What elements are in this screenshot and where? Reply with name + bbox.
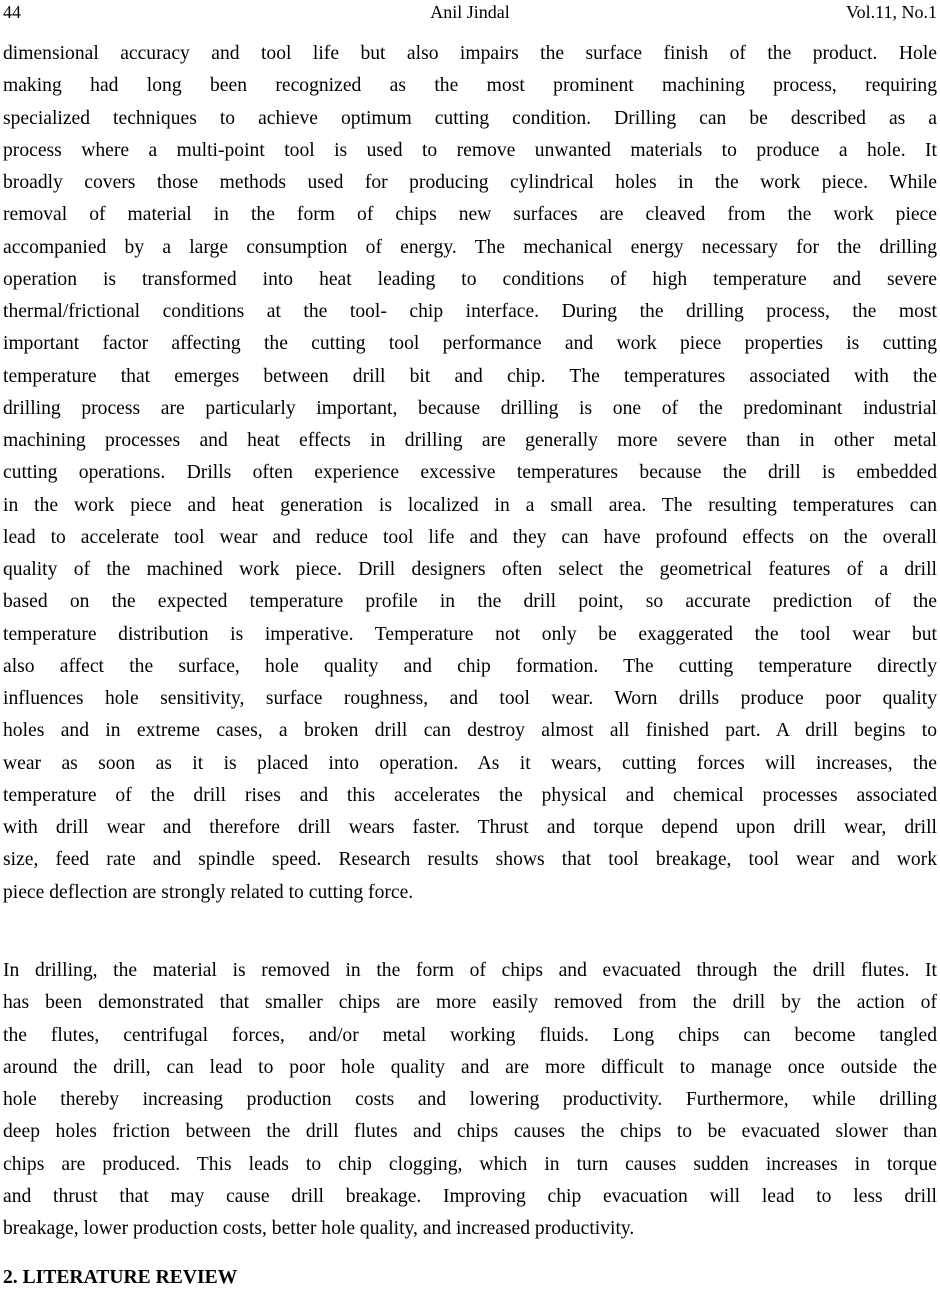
text-line: drilling process are particularly important, because drilling is one of the predominant industrial [3, 397, 937, 419]
header-volume: Vol.11, No.1 [845, 2, 937, 22]
text-line: deep holes friction between the drill flutes and chips causes the chips to be evacuated slower than [3, 1121, 937, 1143]
text-line: lead to accelerate tool wear and reduce tool life and they can have profound effects on the overall [3, 526, 937, 548]
paragraph-1 [3, 38, 937, 909]
text-line: chips are produced. This leads to chip clogging, which in turn causes sudden increases in torque [3, 1153, 937, 1175]
paragraph-2 [3, 955, 937, 1245]
text-line: temperature distribution is imperative. Temperature not only be exaggerated the tool wear but [3, 623, 937, 645]
text-line: based on the expected temperature profile in the drill point, so accurate prediction of the [3, 591, 937, 613]
text-line: holes and in extreme cases, a broken drill can destroy almost all finished part. A drill begins to [3, 720, 937, 742]
text-line: wear as soon as it is placed into operation. As it wears, cutting forces will increases, the [3, 752, 937, 774]
text-line: cutting operations. Drills often experience excessive temperatures because the drill is embedded [3, 462, 937, 484]
text-line: process where a multi-point tool is used to remove unwanted materials to produce a hole. It [3, 139, 937, 161]
text-line: removal of material in the form of chips new surfaces are cleaved from the work piece [3, 204, 937, 226]
text-line: temperature that emerges between drill bit and chip. The temperatures associated with the [3, 365, 937, 387]
text-line: with drill wear and therefore drill wears faster. Thrust and torque depend upon drill wear, drill [3, 817, 937, 838]
text-line: dimensional accuracy and tool life but also impairs the surface finish of the product. Hole [3, 43, 937, 64]
text-line: important factor affecting the cutting tool performance and work piece properties is cutting [3, 333, 937, 355]
text-line: thermal/frictional conditions at the tool- chip interface. During the drilling process, the most [3, 301, 937, 322]
text-line: quality of the machined work piece. Drill designers often select the geometrical features of a drill [3, 559, 937, 580]
text-line: piece deflection are strongly related to cutting force. [3, 881, 414, 903]
text-line: the flutes, centrifugal forces, and/or metal working fluids. Long chips can become tangled [3, 1024, 937, 1046]
text-line: size, feed rate and spindle speed. Research results shows that tool breakage, tool wear and work [3, 849, 937, 871]
text-line: also affect the surface, hole quality and chip formation. The cutting temperature directly [3, 655, 937, 677]
text-line: influences hole sensitivity, surface roughness, and tool wear. Worn drills produce poor quality [3, 688, 937, 709]
running-header [3, 0, 937, 24]
text-line: operation is transformed into heat leading to conditions of high temperature and severe [3, 268, 937, 290]
text-line: machining processes and heat effects in drilling are generally more severe than in other metal [3, 430, 937, 451]
text-line: In drilling, the material is removed in the form of chips and evacuated through the drill flutes. It [3, 960, 937, 981]
text-line: accompanied by a large consumption of energy. The mechanical energy necessary for the drilling [3, 236, 937, 258]
text-line: specialized techniques to achieve optimum cutting condition. Drilling can be described as a [3, 107, 937, 129]
section-heading: 2. LITERATURE REVIEW [3, 1267, 238, 1288]
text-line: in the work piece and heat generation is localized in a small area. The resulting temperatures can [3, 494, 937, 516]
text-line: hole thereby increasing production costs and lowering productivity. Furthermore, while drilling [3, 1089, 937, 1110]
text-line: temperature of the drill rises and this accelerates the physical and chemical processes associated [3, 784, 937, 806]
page-number: 44 [3, 2, 21, 22]
text-line: and thrust that may cause drill breakage. Improving chip evacuation will lead to less drill [3, 1185, 937, 1207]
text-line: broadly covers those methods used for producing cylindrical holes in the work piece. While [3, 172, 937, 193]
header-author: Anil Jindal [430, 2, 510, 22]
text-line: making had long been recognized as the most prominent machining process, requiring [3, 75, 937, 97]
text-line: around the drill, can lead to poor hole quality and are more difficult to manage once outside the [3, 1056, 937, 1078]
text-line: has been demonstrated that smaller chips are more easily removed from the drill by the action of [3, 992, 937, 1014]
text-line: breakage, lower production costs, better hole quality, and increased productivity. [3, 1218, 635, 1239]
